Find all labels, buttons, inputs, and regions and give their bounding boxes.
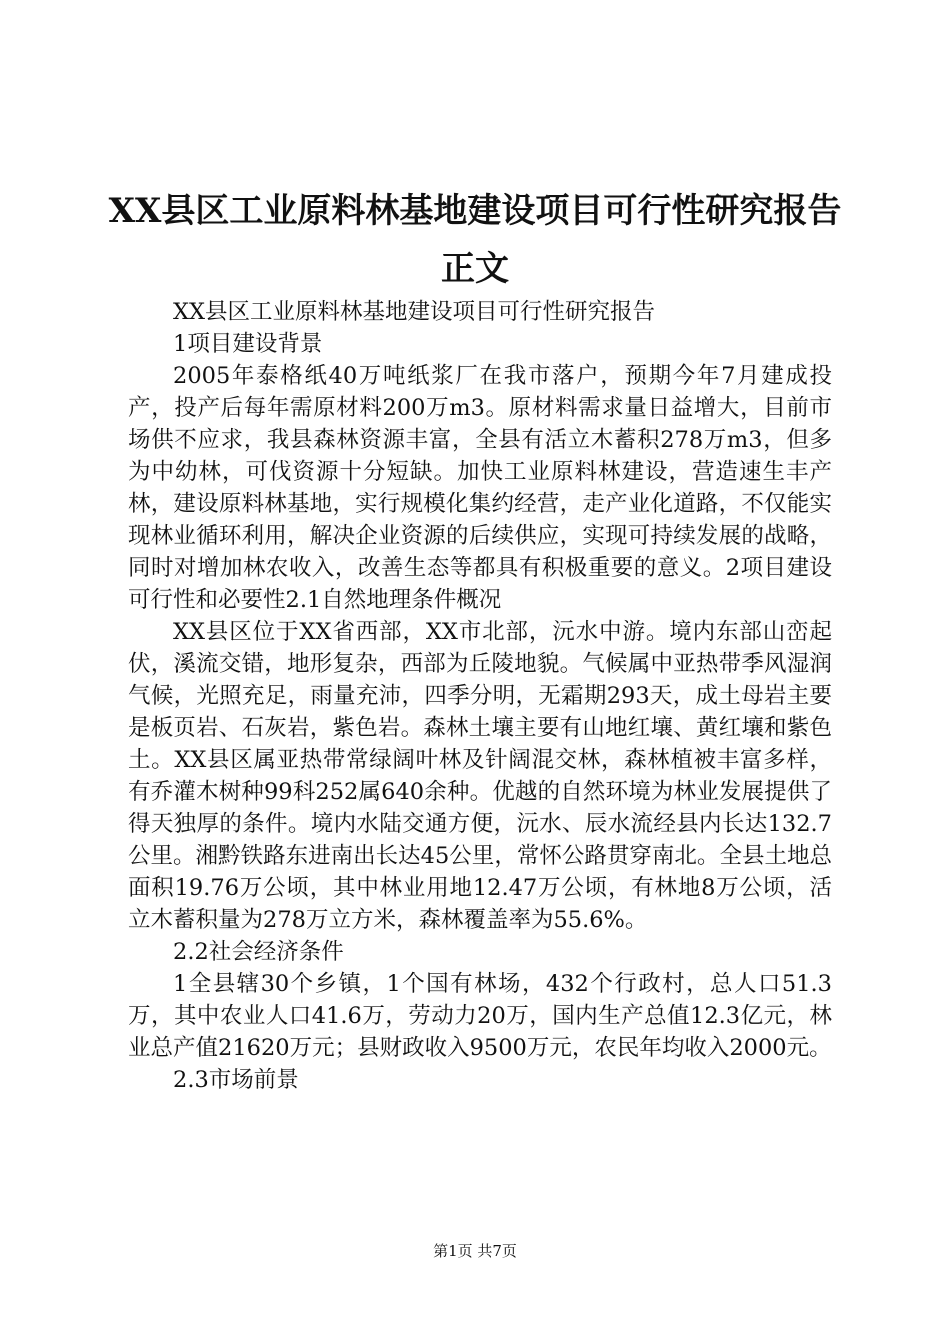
document-body bbox=[128, 296, 832, 1096]
section-heading-economy: 2.2社会经济条件 bbox=[173, 939, 344, 965]
page-footer: 第1页 共7页 bbox=[433, 1242, 517, 1260]
body-paragraph: 1全县辖30个乡镇，1个国有林场，432个行政村，总人口51.3万，其中农业人口41.6万，劳动力20万，国内生产总值12.3亿元，林业总产值21620万元；县财政收入9500万元，农民年均收入2000元。 bbox=[128, 971, 832, 1061]
body-paragraph: XX县区位于XX省西部，XX市北部，沅水中游。境内东部山峦起伏，溪流交错，地形复杂，西部为丘陵地貌。气候属中亚热带季风湿润气候，光照充足，雨量充沛，四季分明，无霜期293天，成土母岩主要是板页岩、石灰岩，紫色岩。森林土壤主要有山地红壤、黄红壤和紫色土。XX县区属亚热带常绿阔叶林及针阔混交林，森林植被丰富多样，有乔灌木树种99科252属640余种。优越的自然环境为林业发展提供了得天独厚的条件。境内水陆交通方便，沅水、辰水流经县内长达132.7公里。湘黔铁路东进南出长达45公里，常怀公路贯穿南北。全县土地总面积19.76万公顷，其中林业用地12.47万公顷，有林地8万公顷，活立木蓄积量为278万立方米，森林覆盖率为55.6%。 bbox=[128, 619, 832, 933]
document-title: XX县区工业原料林基地建设项目可行性研究报告正文 bbox=[108, 191, 842, 289]
section-heading-market: 2.3市场前景 bbox=[173, 1067, 299, 1093]
section-heading-background: 1项目建设背景 bbox=[173, 331, 323, 357]
subtitle-paragraph: XX县区工业原料林基地建设项目可行性研究报告 bbox=[173, 299, 656, 325]
body-paragraph: 2005年泰格纸40万吨纸浆厂在我市落户，预期今年7月建成投产，投产后每年需原材料200万m3。原材料需求量日益增大，目前市场供不应求，我县森林资源丰富，全县有活立木蓄积278万m3，但多为中幼林，可伐资源十分短缺。加快工业原料林建设，营造速生丰产林，建设原料林基地，实行规模化集约经营，走产业化道路，不仅能实现林业循环利用，解决企业资源的后续供应，实现可持续发展的战略，同时对增加林农收入，改善生态等都具有积极重要的意义。2项目建设可行性和必要性2.1自然地理条件概况 bbox=[128, 363, 832, 613]
